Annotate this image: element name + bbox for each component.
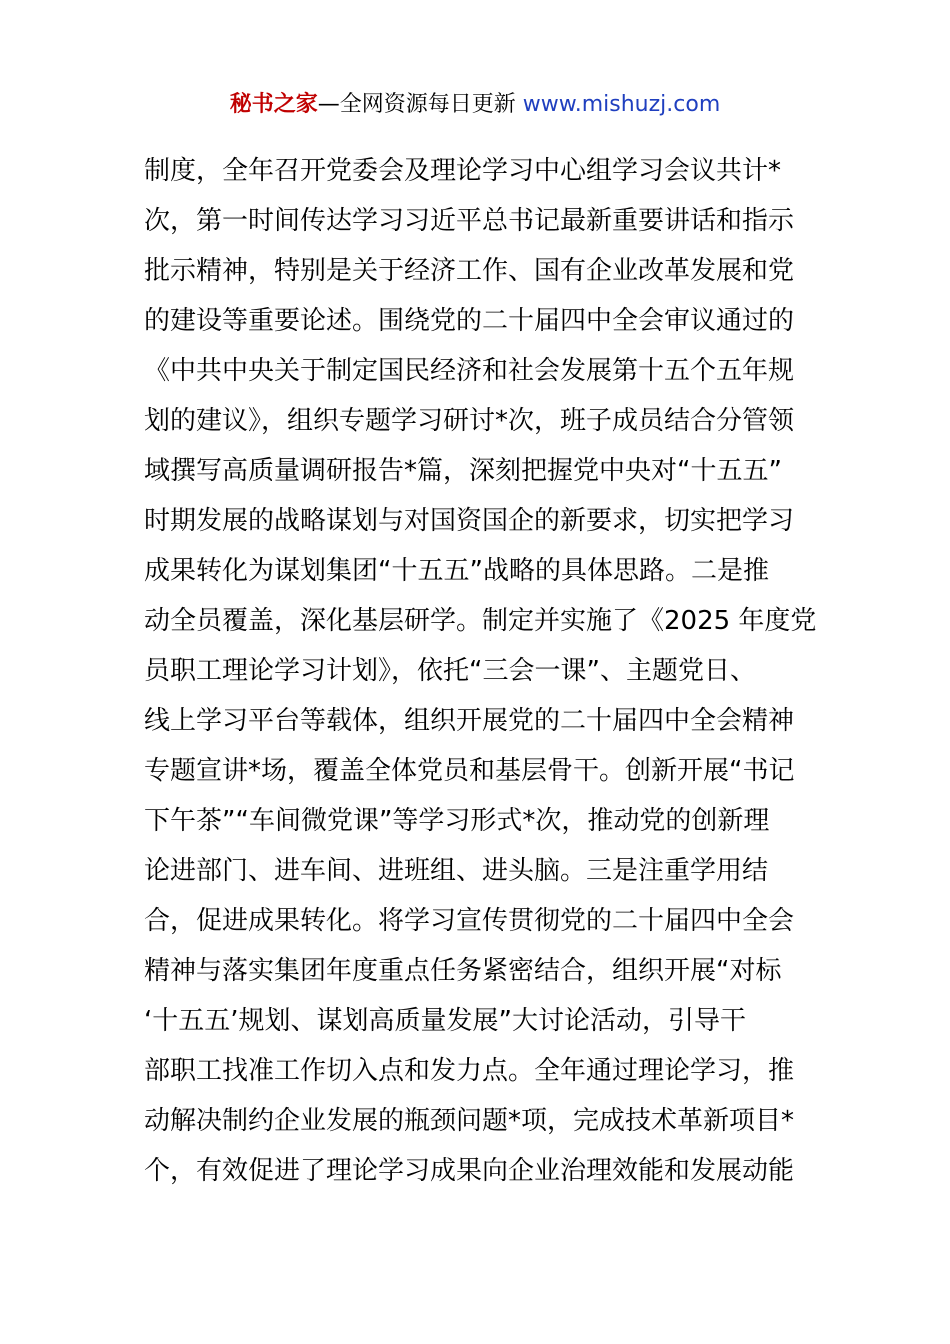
body-line: 时期发展的战略谋划与对国资国企的新要求，切实把学习 [144, 506, 795, 536]
body-line: 批示精神，特别是关于经济工作、国有企业改革发展和党 [144, 256, 795, 286]
body-line: 划的建议》，组织专题学习研讨*次，班子成员结合分管领 [144, 406, 795, 436]
body-line: ‘十五五’规划、谋划高质量发展”大讨论活动，引导干 [144, 1006, 746, 1036]
body-line: 动全员覆盖，深化基层研学。制定并实施了《2025 年度党 [144, 606, 817, 636]
document-body [144, 146, 817, 1196]
body-line: 域撰写高质量调研报告*篇，深刻把握党中央对“十五五” [144, 456, 782, 486]
body-line: 论进部门、进车间、进班组、进头脑。三是注重学用结 [144, 856, 769, 886]
body-line: 部职工找准工作切入点和发力点。全年通过理论学习，推 [144, 1056, 795, 1086]
body-line: 合，促进成果转化。将学习宣传贯彻党的二十届四中全会 [144, 906, 795, 936]
site-url-link[interactable]: www.mishuzj.com [522, 92, 721, 117]
body-line: 精神与落实集团年度重点任务紧密结合，组织开展“对标 [144, 956, 782, 986]
body-line: 成果转化为谋划集团“十五五”战略的具体思路。二是推 [144, 556, 769, 586]
body-line: 下午茶”“车间微党课”等学习形式*次，推动党的创新理 [144, 806, 770, 836]
body-line: 的建设等重要论述。围绕党的二十届四中全会审议通过的 [144, 306, 795, 336]
body-line: 动解决制约企业发展的瓶颈问题*项，完成技术革新项目* [144, 1106, 795, 1136]
body-line: 次，第一时间传达学习习近平总书记最新重要讲话和指示 [144, 206, 795, 236]
body-line: 个，有效促进了理论学习成果向企业治理效能和发展动能 [144, 1156, 795, 1186]
body-line: 《中共中央关于制定国民经济和社会发展第十五个五年规 [144, 356, 795, 386]
header-tagline: —全网资源每日更新 [317, 92, 523, 117]
body-line: 专题宣讲*场，覆盖全体党员和基层骨干。创新开展“书记 [144, 756, 795, 786]
body-line: 员职工理论学习计划》，依托“三会一课”、主题党日、 [144, 656, 756, 686]
body-line: 制度，全年召开党委会及理论学习中心组学习会议共计* [144, 156, 782, 186]
page-header [0, 88, 950, 122]
body-line: 线上学习平台等载体，组织开展党的二十届四中全会精神 [144, 706, 795, 736]
site-brand: 秘书之家 [229, 92, 318, 117]
